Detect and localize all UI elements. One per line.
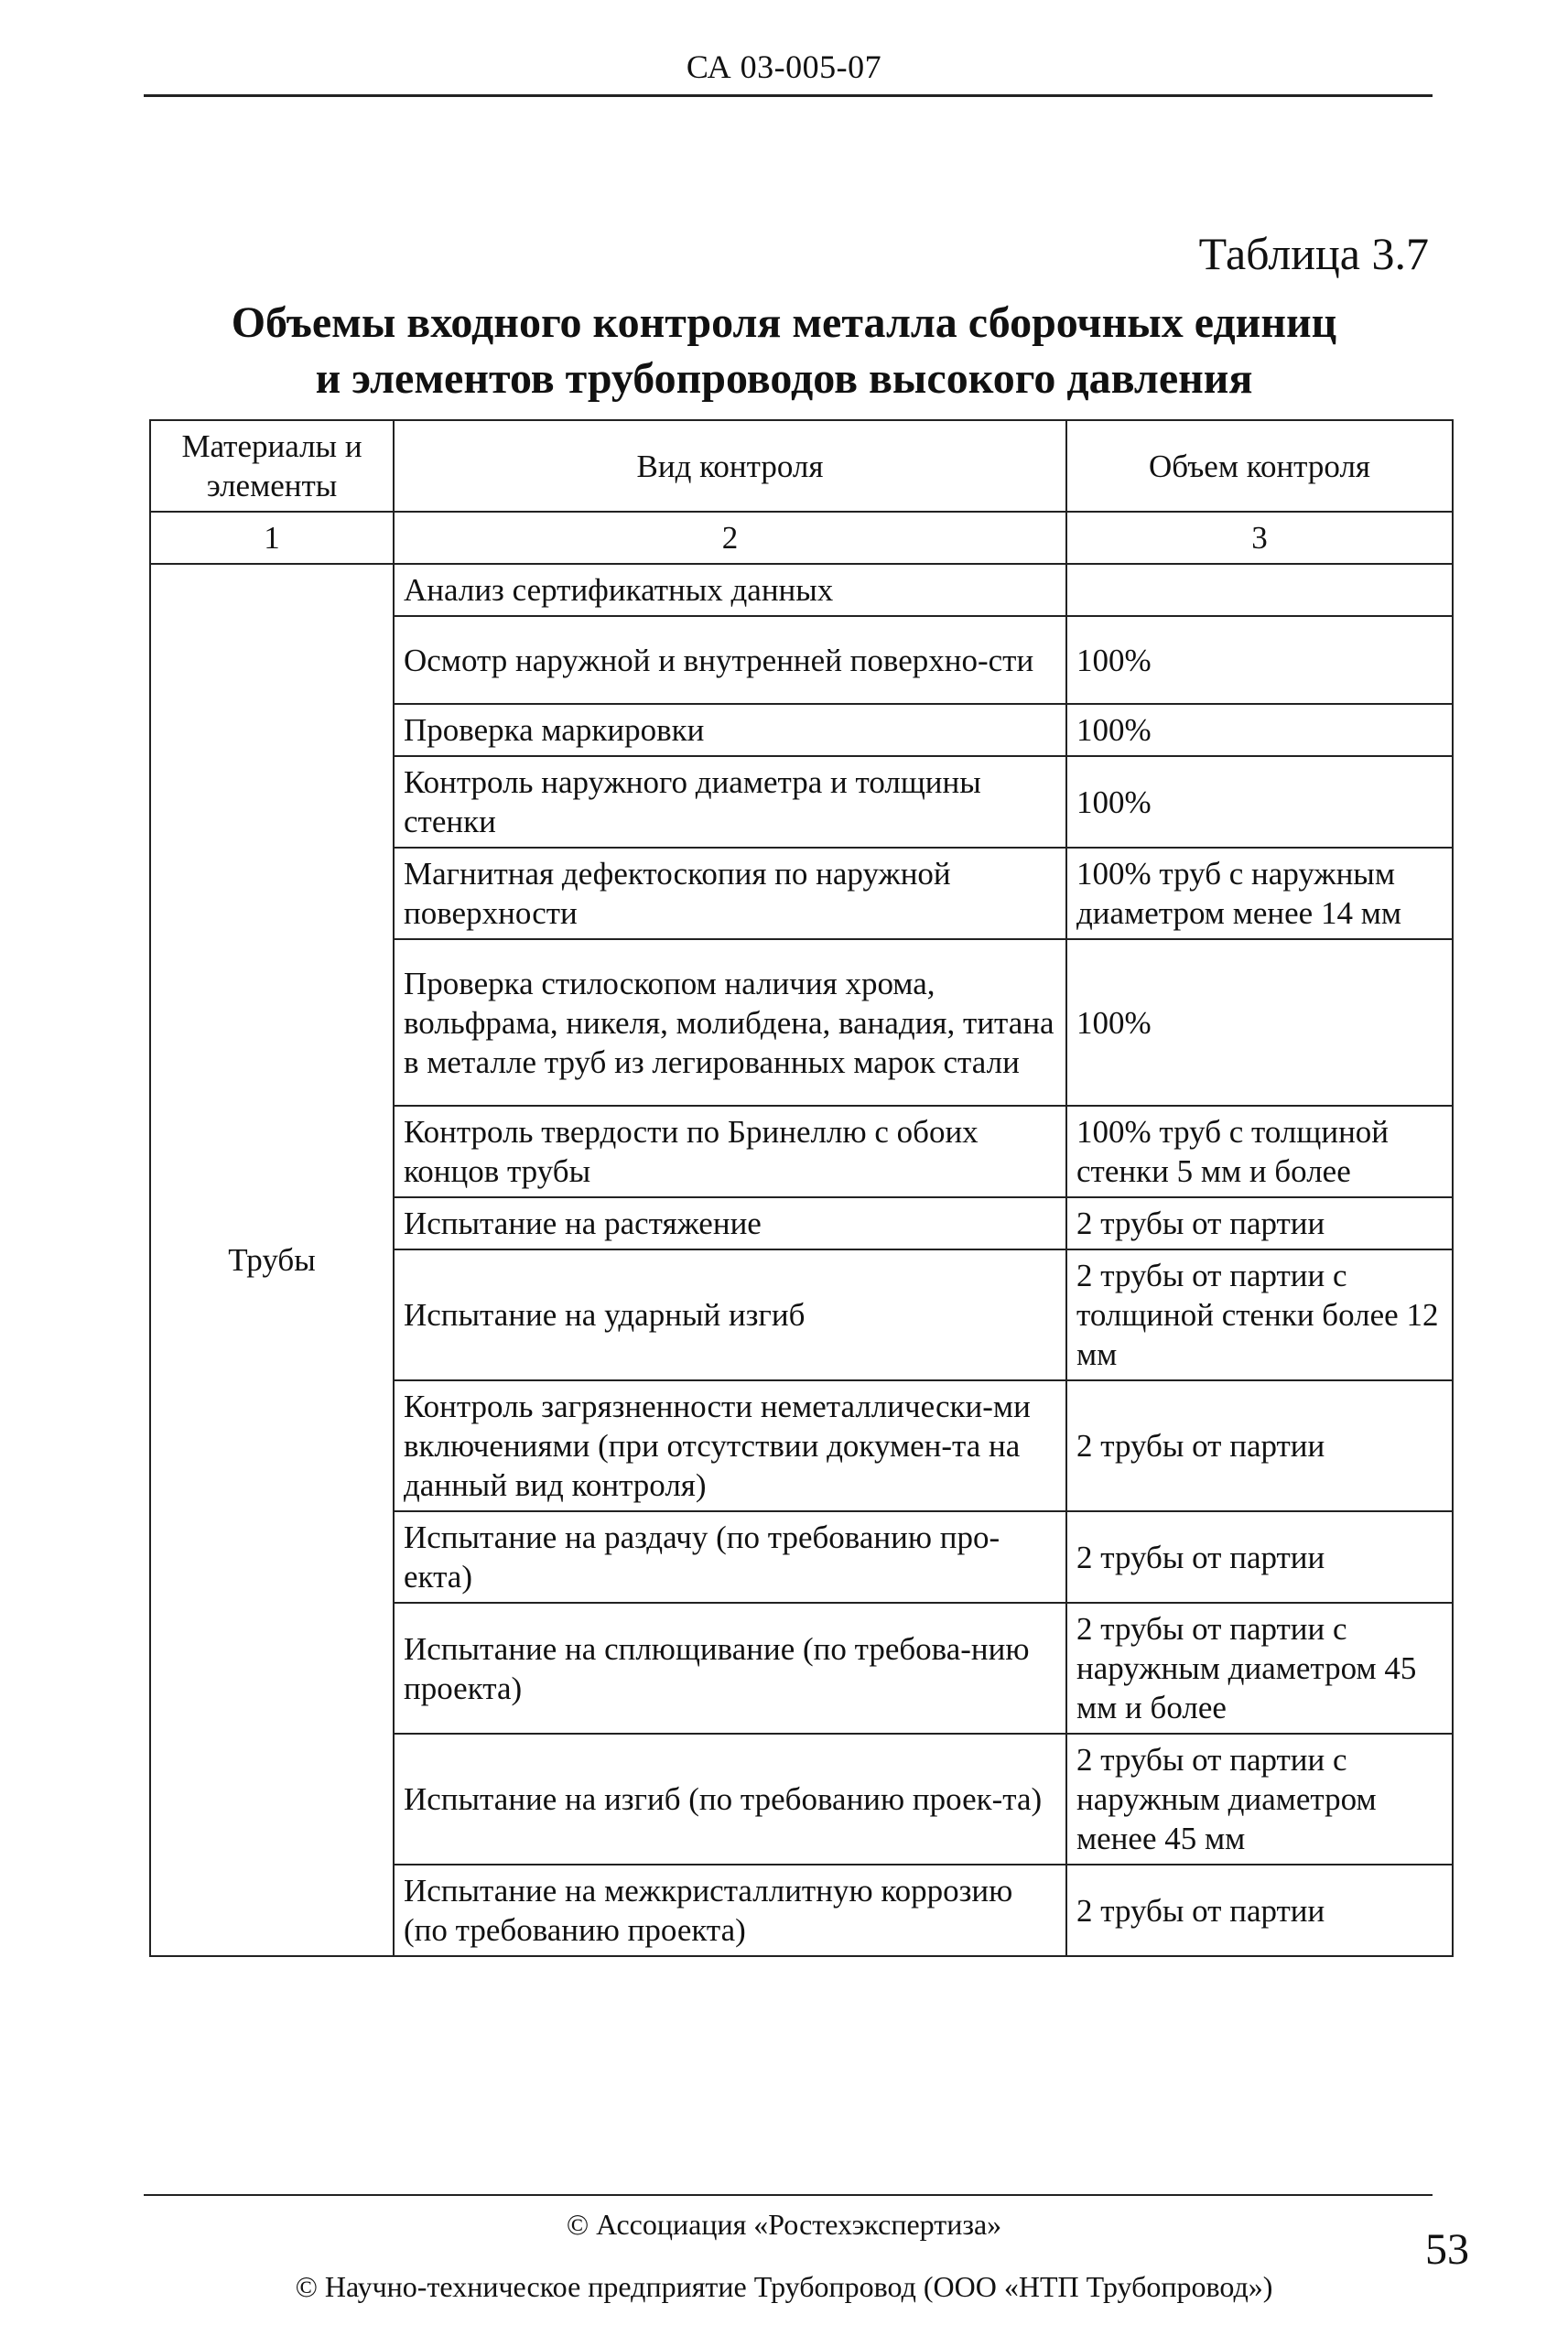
column-number-row: [150, 512, 1453, 564]
control-volume-cell: 100%: [1066, 939, 1453, 1106]
control-volume-cell: [1066, 564, 1453, 616]
header-materials: Материалы и элементы: [150, 420, 394, 512]
page-number: 53: [1425, 2225, 1469, 2274]
footer-rule: [144, 2194, 1433, 2196]
control-volume-table: [149, 419, 1454, 1957]
control-type-cell: Проверка стилоскопом наличия хрома, вольфрама, никеля, молибдена, ванадия, титана в металле труб из легированных марок стали: [394, 939, 1066, 1106]
column-number: 3: [1066, 512, 1453, 564]
control-type-cell: Проверка маркировки: [394, 704, 1066, 756]
control-volume-cell: 2 трубы от партии с наружным диаметром менее 45 мм: [1066, 1734, 1453, 1865]
control-volume-cell: 2 трубы от партии: [1066, 1197, 1453, 1249]
control-type-cell: Испытание на растяжение: [394, 1197, 1066, 1249]
control-type-cell: Контроль наружного диаметра и толщины стенки: [394, 756, 1066, 848]
table-number: Таблица 3.7: [1198, 228, 1429, 279]
control-type-cell: Осмотр наружной и внутренней поверхно-сти: [394, 616, 1066, 704]
column-number: 2: [394, 512, 1066, 564]
control-volume-cell: 100%: [1066, 704, 1453, 756]
control-volume-cell: 2 трубы от партии: [1066, 1380, 1453, 1511]
control-volume-cell: 100%: [1066, 756, 1453, 848]
header-control-volume: Объем контроля: [1066, 420, 1453, 512]
control-type-cell: Испытание на сплющивание (по требова-нию проекта): [394, 1603, 1066, 1734]
control-volume-cell: 100% труб с толщиной стенки 5 мм и более: [1066, 1106, 1453, 1197]
control-volume-cell: 2 трубы от партии: [1066, 1865, 1453, 1956]
control-volume-cell: 2 трубы от партии: [1066, 1511, 1453, 1603]
header-rule: [144, 94, 1433, 97]
document-code: СА 03-005-07: [686, 49, 882, 85]
copyright-association: © Ассоциация «Ростехэкспертиза»: [566, 2208, 1002, 2241]
control-volume-cell: 2 трубы от партии с наружным диаметром 45 мм и более: [1066, 1603, 1453, 1734]
control-type-cell: Анализ сертификатных данных: [394, 564, 1066, 616]
control-type-cell: Контроль твердости по Бринеллю с обоих концов трубы: [394, 1106, 1066, 1197]
table-row: [150, 564, 1453, 616]
copyright-enterprise: © Научно-техническое предприятие Трубопровод (ООО «НТП Трубопровод»): [295, 2270, 1273, 2303]
header-row: [150, 420, 1453, 512]
table-title-line-2: и элементов трубопроводов высокого давления: [315, 354, 1253, 403]
control-volume-cell: 100% труб с наружным диаметром менее 14 мм: [1066, 848, 1453, 939]
control-type-cell: Испытание на изгиб (по требованию проек-та): [394, 1734, 1066, 1865]
control-type-cell: Испытание на ударный изгиб: [394, 1249, 1066, 1380]
control-type-cell: Испытание на межкристаллитную коррозию (по требованию проекта): [394, 1865, 1066, 1956]
control-type-cell: Испытание на раздачу (по требованию про-екта): [394, 1511, 1066, 1603]
column-number: 1: [150, 512, 394, 564]
header-control-type: Вид контроля: [394, 420, 1066, 512]
control-type-cell: Магнитная дефектоскопия по наружной поверхности: [394, 848, 1066, 939]
material-cell: Трубы: [150, 564, 394, 1956]
control-type-cell: Контроль загрязненности неметаллически-ми включениями (при отсутствии докумен-та на данный вид контроля): [394, 1380, 1066, 1511]
table-title-line-1: Объемы входного контроля металла сборочных единиц: [231, 298, 1337, 347]
control-volume-cell: 2 трубы от партии с толщиной стенки более 12 мм: [1066, 1249, 1453, 1380]
table-title: [0, 295, 1568, 406]
control-volume-cell: 100%: [1066, 616, 1453, 704]
